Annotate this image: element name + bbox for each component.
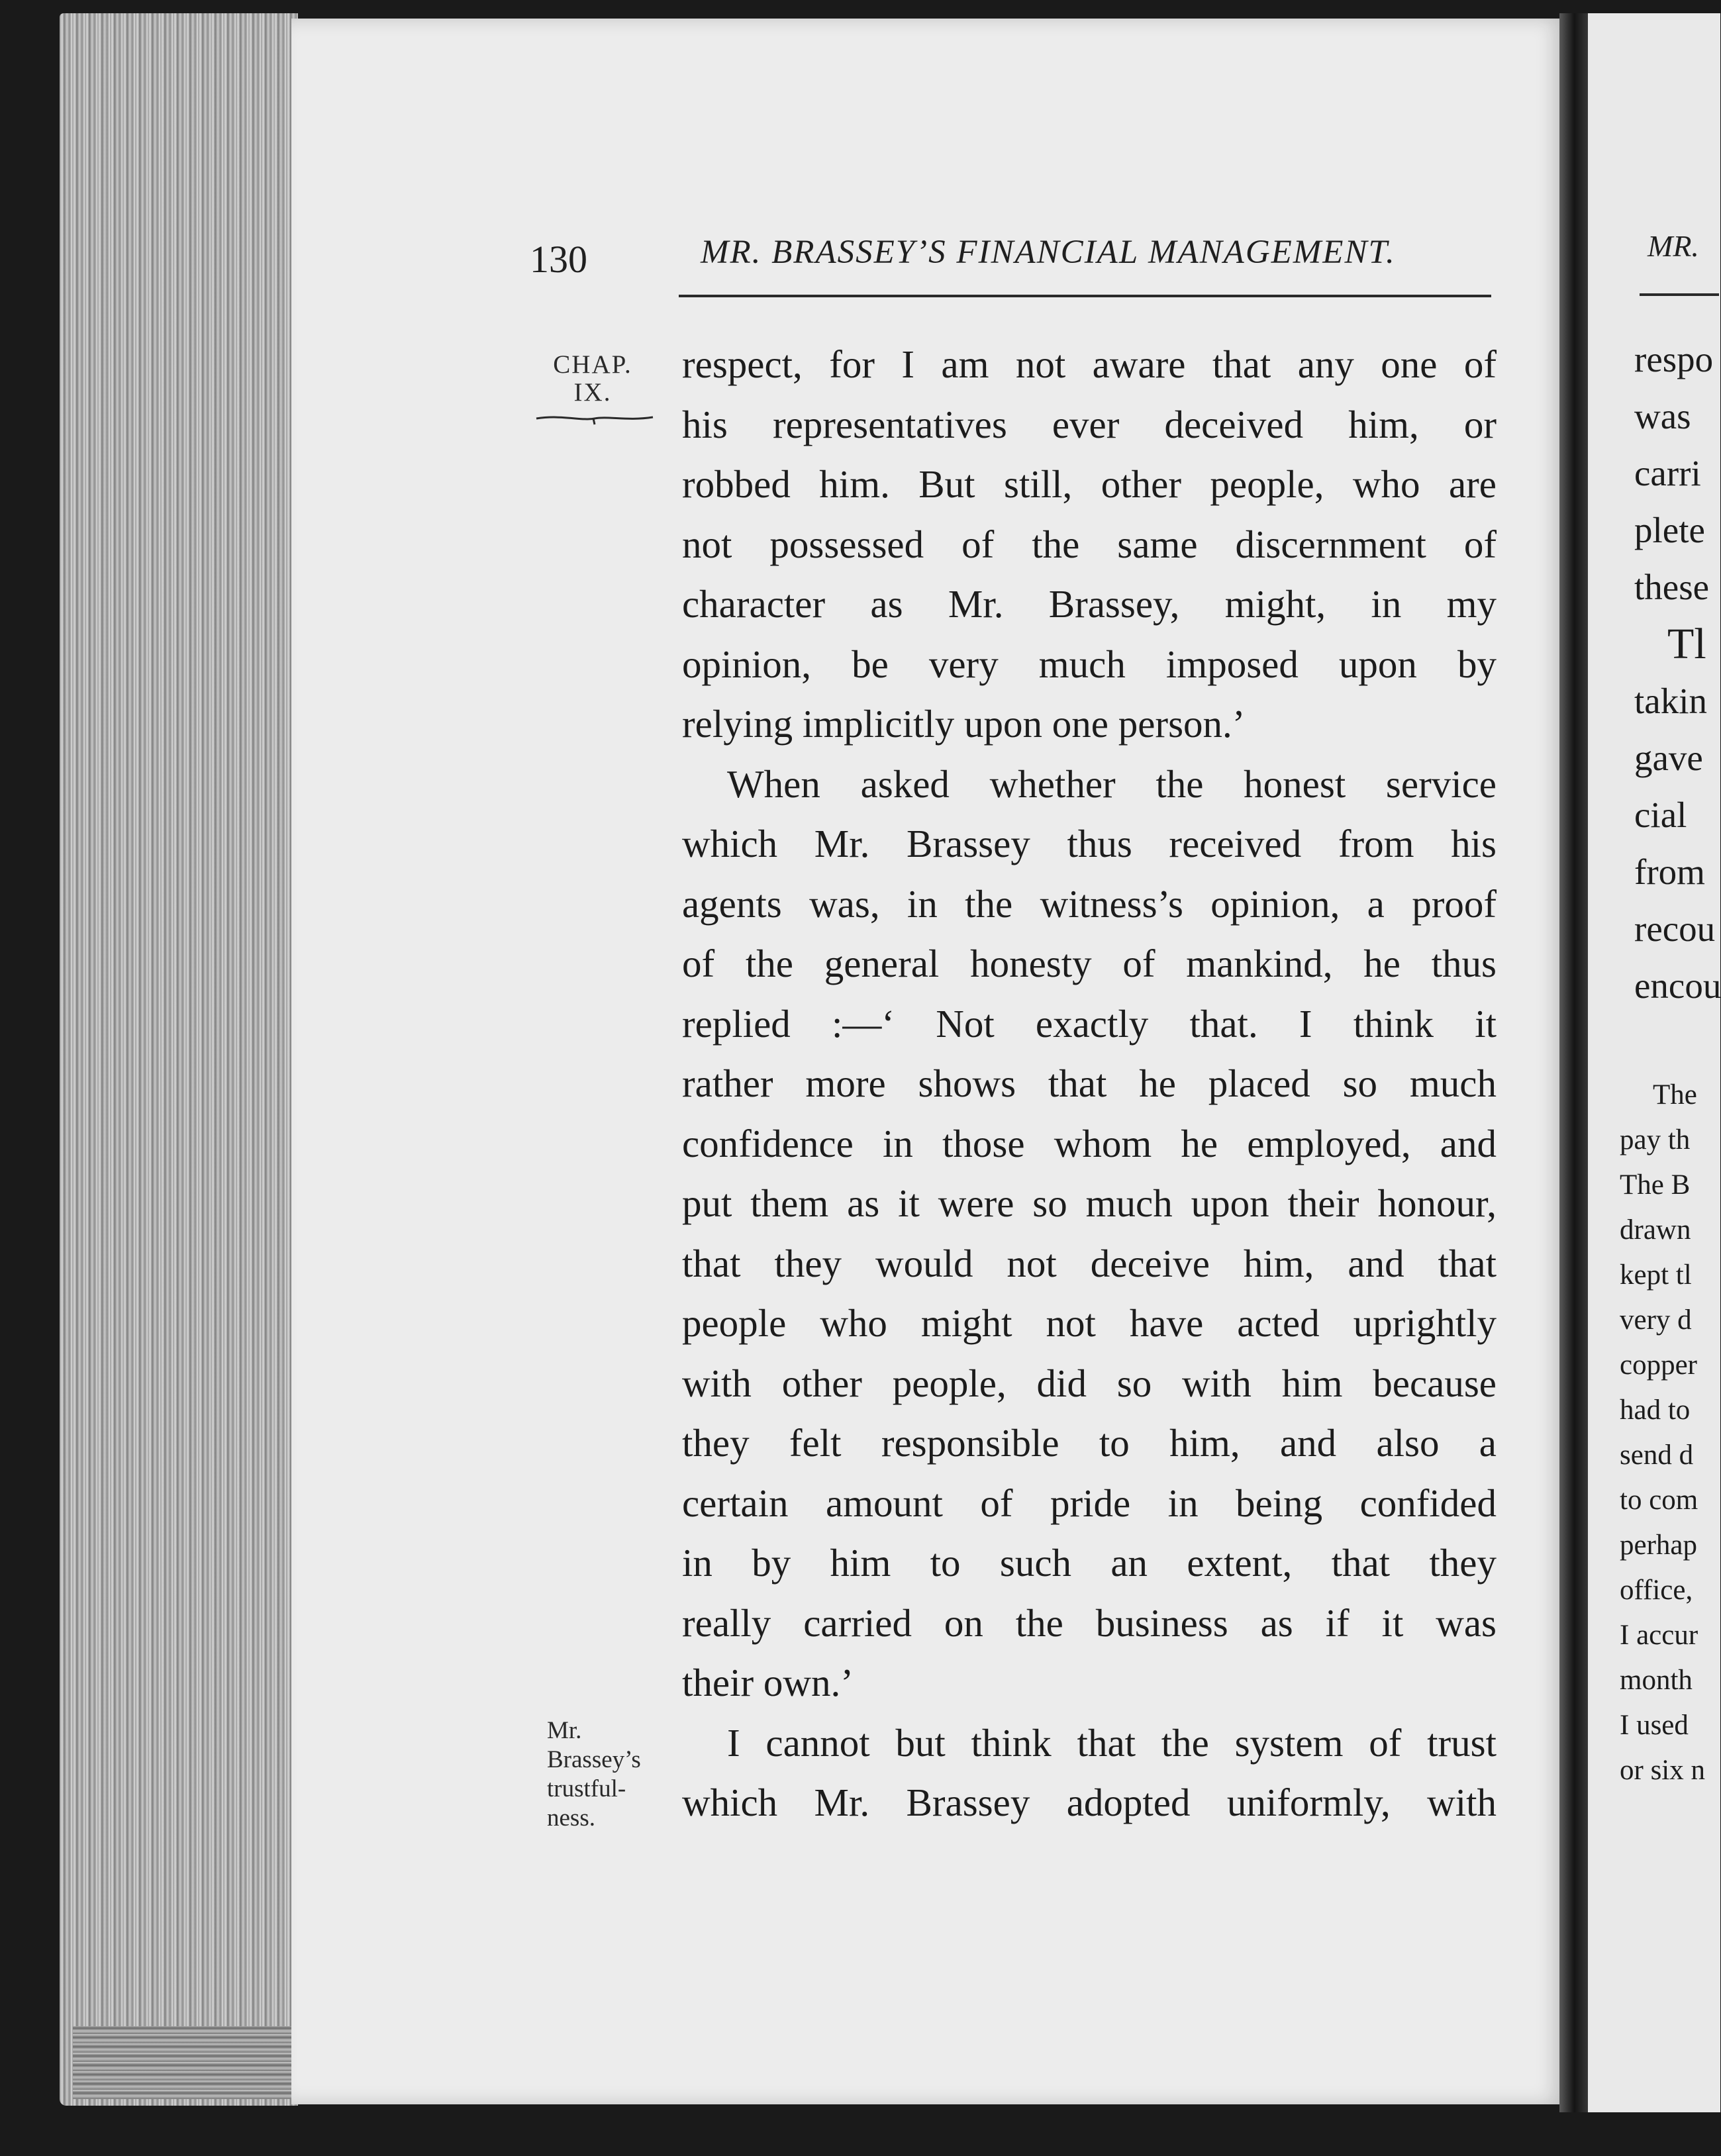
right-line: cial — [1634, 795, 1687, 835]
right-footnote-line: to com — [1620, 1485, 1698, 1516]
body-line: opinion, be very much imposed upon by — [682, 642, 1497, 686]
body-line: replied :—‘ Not exactly that. I think it — [682, 1001, 1497, 1046]
body-line: which Mr. Brassey adopted uniformly, with — [682, 1781, 1497, 1824]
right-footnote-line: send d — [1620, 1440, 1694, 1471]
body-line: I cannot but think that the system of trust — [727, 1720, 1497, 1765]
body-line: relying implicitly upon one person.’ — [682, 702, 1246, 746]
right-line: respo — [1634, 339, 1714, 379]
body-line: respect, for I am not aware that any one of — [682, 342, 1497, 386]
right-footnote-line: pay th — [1620, 1124, 1691, 1155]
sidenote-line: trustful- — [547, 1775, 626, 1802]
body-line: rather more shows that he placed so much — [682, 1061, 1497, 1105]
right-footnote-line: I used — [1620, 1710, 1689, 1741]
body-line: of the general honesty of mankind, he thus — [682, 942, 1497, 985]
chapter-number: IX. — [573, 378, 612, 407]
right-footnote-line: kept tl — [1620, 1259, 1692, 1291]
running-head-title: MR. BRASSEY’S FINANCIAL MANAGEMENT. — [701, 234, 1396, 271]
header-rule — [679, 295, 1491, 297]
right-page — [1588, 13, 1720, 2112]
chapter-label: CHAP. — [553, 350, 632, 379]
book-gutter — [1559, 13, 1589, 2112]
right-page-running-head: MR. — [1647, 229, 1699, 263]
body-line: confidence in those whom he employed, and — [682, 1121, 1497, 1165]
right-line: takin — [1634, 681, 1707, 721]
sidenote-line: Mr. — [547, 1717, 582, 1744]
body-line: their own.’ — [682, 1661, 854, 1704]
chapter-flourish — [535, 412, 654, 425]
body-line: with other people, did so with him because — [682, 1361, 1497, 1405]
right-footnote-line: I accur — [1620, 1620, 1698, 1651]
margin-sidenote — [547, 1716, 666, 1833]
body-line: which Mr. Brassey thus received from his — [682, 822, 1497, 865]
right-footnote-line: perhap — [1620, 1530, 1697, 1561]
page-edges-bottom — [73, 2026, 311, 2099]
right-footnote-line: month — [1620, 1665, 1693, 1696]
right-line: plete — [1634, 510, 1705, 550]
body-line: put them as it were so much upon their honour, — [682, 1181, 1497, 1225]
body-text — [682, 334, 1497, 1833]
right-header-rule — [1640, 293, 1719, 296]
right-line: Tl — [1667, 620, 1706, 668]
right-footnote-line: had to — [1620, 1395, 1691, 1426]
body-line: that they would not deceive him, and that — [682, 1241, 1497, 1285]
right-page-footnote — [1620, 1073, 1719, 1793]
right-line: from — [1634, 852, 1705, 892]
body-line: they felt responsible to him, and also a — [682, 1421, 1497, 1465]
right-footnote-line: or six n — [1620, 1755, 1705, 1786]
body-line: his representatives ever deceived him, or — [682, 402, 1497, 446]
right-line: was — [1634, 396, 1691, 436]
right-footnote-line: very d — [1620, 1304, 1692, 1336]
body-line: When asked whether the honest service — [727, 761, 1497, 806]
right-line: carri — [1634, 453, 1701, 493]
right-footnote-line: copper — [1620, 1349, 1697, 1381]
right-page-text — [1634, 331, 1721, 1014]
body-line: agents was, in the witness’s opinion, a proof — [682, 881, 1497, 926]
body-line: character as Mr. Brassey, might, in my — [682, 582, 1497, 626]
page-number: 130 — [530, 238, 587, 281]
right-footnote-line: The B — [1620, 1169, 1691, 1200]
body-line: certain amount of pride in being confided — [682, 1481, 1497, 1525]
page-edges — [60, 13, 298, 2106]
body-line: really carried on the business as if it was — [682, 1600, 1497, 1645]
body-line: in by him to such an extent, that they — [682, 1541, 1497, 1585]
right-footnote-line: office, — [1620, 1575, 1693, 1606]
right-footnote-line: The — [1653, 1079, 1697, 1110]
right-line: encou — [1634, 965, 1721, 1006]
right-line: these — [1634, 567, 1710, 607]
body-line: not possessed of the same discernment of — [682, 522, 1497, 566]
sidenote-line: ness. — [547, 1804, 595, 1832]
body-line: people who might not have acted uprightly — [682, 1301, 1497, 1345]
right-footnote-line: drawn — [1620, 1214, 1691, 1246]
body-line: robbed him. But still, other people, who are — [682, 462, 1497, 506]
sidenote-line: Brassey’s — [547, 1746, 641, 1773]
chapter-marker — [543, 351, 642, 407]
right-line: gave — [1634, 738, 1703, 778]
right-line: recou — [1634, 908, 1716, 949]
